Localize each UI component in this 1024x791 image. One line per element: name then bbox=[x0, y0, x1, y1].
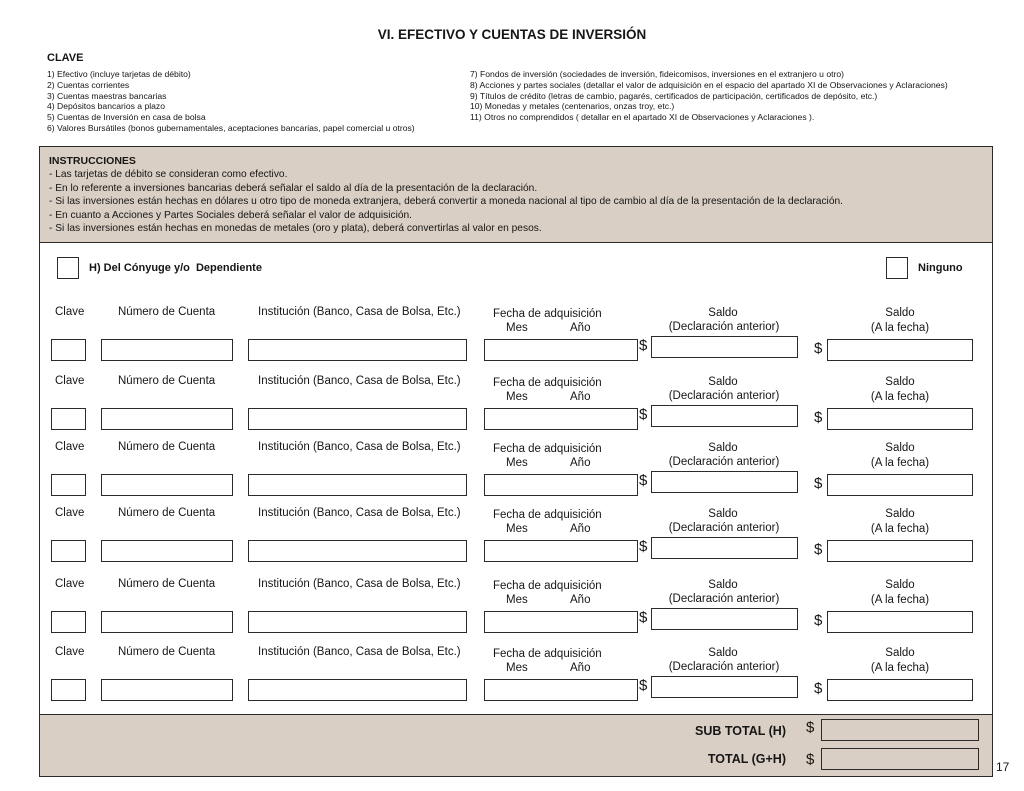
month-label: Mes bbox=[506, 322, 528, 334]
institution-input[interactable] bbox=[248, 339, 467, 361]
total-input[interactable] bbox=[821, 748, 979, 770]
current-balance-input[interactable] bbox=[827, 540, 973, 562]
acquisition-date-input[interactable] bbox=[484, 408, 638, 430]
previous-balance-currency: $ bbox=[639, 406, 648, 423]
clave-input[interactable] bbox=[51, 679, 86, 701]
current-balance-currency: $ bbox=[814, 475, 823, 492]
month-label: Mes bbox=[506, 523, 528, 535]
year-label: Año bbox=[570, 457, 591, 469]
account-number-input[interactable] bbox=[101, 339, 233, 361]
clave-input[interactable] bbox=[51, 474, 86, 496]
account-number-input[interactable] bbox=[101, 679, 233, 701]
clave-label: Clave bbox=[55, 441, 85, 453]
clave-label: Clave bbox=[55, 646, 85, 658]
clave-item: 8) Acciones y partes sociales (detallar el valor de adquisición en el espacio del apartado XI de Observaciones y Aclaraciones) bbox=[470, 79, 948, 90]
month-label: Mes bbox=[506, 594, 528, 606]
page-number: 17 bbox=[996, 760, 1010, 774]
previous-balance-label: Saldo bbox=[708, 442, 738, 454]
previous-balance-label: Saldo bbox=[708, 579, 738, 591]
account-number-label: Número de Cuenta bbox=[118, 375, 216, 387]
account-number-input[interactable] bbox=[101, 474, 233, 496]
acquisition-date-label: Fecha de adquisición bbox=[493, 308, 602, 320]
previous-balance-label: Saldo bbox=[708, 307, 738, 319]
previous-balance-input[interactable] bbox=[651, 471, 798, 493]
current-balance-currency: $ bbox=[814, 409, 823, 426]
acquisition-date-input[interactable] bbox=[484, 339, 638, 361]
current-balance-input[interactable] bbox=[827, 339, 973, 361]
to-date-label: (A la fecha) bbox=[870, 457, 930, 469]
previous-declaration-label: (Declaración anterior) bbox=[668, 390, 780, 402]
clave-label: Clave bbox=[55, 507, 85, 519]
previous-balance-currency: $ bbox=[639, 337, 648, 354]
clave-item: 3) Cuentas maestras bancarias bbox=[47, 90, 167, 101]
account-number-label: Número de Cuenta bbox=[118, 306, 216, 318]
conyuge-dependiente-checkbox[interactable] bbox=[57, 257, 79, 279]
instruction-line: - En cuanto a Acciones y Partes Sociales deberá señalar el valor de adquisición. bbox=[49, 209, 412, 221]
account-number-label: Número de Cuenta bbox=[118, 646, 216, 658]
instruction-line: - En lo referente a inversiones bancarias deberá señalar el saldo al día de la presentación de la declaración. bbox=[49, 182, 538, 194]
clave-input[interactable] bbox=[51, 611, 86, 633]
investment-entry bbox=[0, 373, 1024, 433]
previous-balance-currency: $ bbox=[639, 538, 648, 555]
acquisition-date-label: Fecha de adquisición bbox=[493, 377, 602, 389]
clave-item: 9) Títulos de crédito (letras de cambio, pagarés, certificados de participación, certificados de depósito, etc.) bbox=[470, 90, 878, 101]
current-balance-label: Saldo bbox=[885, 442, 915, 454]
total-label: TOTAL (G+H) bbox=[707, 752, 786, 766]
previous-balance-input[interactable] bbox=[651, 336, 798, 358]
instruction-line: - Las tarjetas de débito se consideran como efectivo. bbox=[49, 169, 288, 181]
previous-balance-label: Saldo bbox=[708, 508, 738, 520]
year-label: Año bbox=[570, 322, 591, 334]
institution-label: Institución (Banco, Casa de Bolsa, Etc.) bbox=[258, 441, 461, 453]
previous-declaration-label: (Declaración anterior) bbox=[668, 321, 780, 333]
institution-input[interactable] bbox=[248, 679, 467, 701]
previous-declaration-label: (Declaración anterior) bbox=[668, 593, 780, 605]
previous-balance-currency: $ bbox=[639, 609, 648, 626]
clave-label: Clave bbox=[55, 578, 85, 590]
clave-list-left bbox=[47, 69, 415, 134]
acquisition-date-label: Fecha de adquisición bbox=[493, 509, 602, 521]
subtotal-currency: $ bbox=[806, 719, 815, 736]
year-label: Año bbox=[570, 523, 591, 535]
to-date-label: (A la fecha) bbox=[870, 391, 930, 403]
to-date-label: (A la fecha) bbox=[870, 594, 930, 606]
month-label: Mes bbox=[506, 662, 528, 674]
year-label: Año bbox=[570, 391, 591, 403]
current-balance-label: Saldo bbox=[885, 647, 915, 659]
subtotal-label: SUB TOTAL (H) bbox=[695, 724, 786, 738]
acquisition-date-input[interactable] bbox=[484, 540, 638, 562]
ninguno-label: Ninguno bbox=[918, 262, 963, 274]
acquisition-date-input[interactable] bbox=[484, 679, 638, 701]
investment-entry bbox=[0, 439, 1024, 499]
to-date-label: (A la fecha) bbox=[870, 523, 930, 535]
clave-list-right bbox=[470, 69, 948, 123]
clave-item: 2) Cuentas corrientes bbox=[47, 79, 130, 90]
account-number-input[interactable] bbox=[101, 540, 233, 562]
clave-item: 10) Monedas y metales (centenarios, onzas troy, etc.) bbox=[470, 101, 675, 112]
institution-input[interactable] bbox=[248, 408, 467, 430]
instructions bbox=[49, 155, 843, 235]
previous-balance-input[interactable] bbox=[651, 405, 798, 427]
current-balance-label: Saldo bbox=[885, 579, 915, 591]
clave-item: 11) Otros no comprendidos ( detallar en el apartado XI de Observaciones y Aclaraciones ). bbox=[470, 112, 815, 123]
investment-entry bbox=[0, 304, 1024, 364]
acquisition-date-input[interactable] bbox=[484, 474, 638, 496]
account-number-input[interactable] bbox=[101, 611, 233, 633]
ninguno-checkbox[interactable] bbox=[886, 257, 908, 279]
institution-label: Institución (Banco, Casa de Bolsa, Etc.) bbox=[258, 507, 461, 519]
clave-heading: CLAVE bbox=[47, 52, 84, 64]
section-title: VI. EFECTIVO Y CUENTAS DE INVERSIÓN bbox=[377, 27, 647, 42]
clave-input[interactable] bbox=[51, 339, 86, 361]
previous-balance-input[interactable] bbox=[651, 676, 798, 698]
previous-balance-input[interactable] bbox=[651, 537, 798, 559]
instructions-heading: INSTRUCCIONES bbox=[49, 155, 136, 167]
current-balance-input[interactable] bbox=[827, 408, 973, 430]
current-balance-input[interactable] bbox=[827, 679, 973, 701]
instruction-line: - Si las inversiones están hechas en dólares u otro tipo de moneda extranjera, deberá convertir a moneda nacional al tipo de cambio al día de la presentación de la declaración. bbox=[49, 196, 843, 208]
previous-balance-currency: $ bbox=[639, 472, 648, 489]
account-number-input[interactable] bbox=[101, 408, 233, 430]
previous-balance-input[interactable] bbox=[651, 608, 798, 630]
clave-label: Clave bbox=[55, 306, 85, 318]
institution-input[interactable] bbox=[248, 611, 467, 633]
previous-balance-label: Saldo bbox=[708, 647, 738, 659]
current-balance-currency: $ bbox=[814, 541, 823, 558]
previous-balance-currency: $ bbox=[639, 677, 648, 694]
clave-input[interactable] bbox=[51, 408, 86, 430]
current-balance-label: Saldo bbox=[885, 376, 915, 388]
month-label: Mes bbox=[506, 457, 528, 469]
current-balance-currency: $ bbox=[814, 612, 823, 629]
institution-input[interactable] bbox=[248, 474, 467, 496]
clave-input[interactable] bbox=[51, 540, 86, 562]
to-date-label: (A la fecha) bbox=[870, 662, 930, 674]
instruction-line: - Si las inversiones están hechas en monedas de metales (oro y plata), deberá convertirlas al valor en pesos. bbox=[49, 223, 542, 235]
clave-item: 6) Valores Bursátiles (bonos gubernamentales, aceptaciones bancarias, papel comercial u otros) bbox=[47, 122, 415, 133]
subtotal-input[interactable] bbox=[821, 719, 979, 741]
current-balance-currency: $ bbox=[814, 680, 823, 697]
account-number-label: Número de Cuenta bbox=[118, 507, 216, 519]
investment-entry bbox=[0, 644, 1024, 704]
institution-label: Institución (Banco, Casa de Bolsa, Etc.) bbox=[258, 646, 461, 658]
institution-label: Institución (Banco, Casa de Bolsa, Etc.) bbox=[258, 375, 461, 387]
year-label: Año bbox=[570, 594, 591, 606]
previous-balance-label: Saldo bbox=[708, 376, 738, 388]
clave-item: 7) Fondos de inversión (sociedades de inversión, fideicomisos, inversiones en el extranjero u otro) bbox=[470, 69, 845, 79]
institution-label: Institución (Banco, Casa de Bolsa, Etc.) bbox=[258, 578, 461, 590]
institution-label: Institución (Banco, Casa de Bolsa, Etc.) bbox=[258, 306, 461, 318]
previous-declaration-label: (Declaración anterior) bbox=[668, 661, 780, 673]
acquisition-date-label: Fecha de adquisición bbox=[493, 648, 602, 660]
previous-declaration-label: (Declaración anterior) bbox=[668, 522, 780, 534]
acquisition-date-label: Fecha de adquisición bbox=[493, 443, 602, 455]
acquisition-date-label: Fecha de adquisición bbox=[493, 580, 602, 592]
to-date-label: (A la fecha) bbox=[870, 322, 930, 334]
institution-input[interactable] bbox=[248, 540, 467, 562]
year-label: Año bbox=[570, 662, 591, 674]
account-number-label: Número de Cuenta bbox=[118, 578, 216, 590]
clave-item: 4) Depósitos bancarios a plazo bbox=[47, 101, 165, 112]
clave-label: Clave bbox=[55, 375, 85, 387]
conyuge-dependiente-label: H) Del Cónyuge y/o Dependiente bbox=[89, 262, 262, 274]
investment-entry bbox=[0, 576, 1024, 636]
clave-item: 1) Efectivo (incluye tarjetas de débito) bbox=[47, 69, 191, 79]
total-currency: $ bbox=[806, 751, 815, 768]
acquisition-date-input[interactable] bbox=[484, 611, 638, 633]
account-number-label: Número de Cuenta bbox=[118, 441, 216, 453]
month-label: Mes bbox=[506, 391, 528, 403]
current-balance-label: Saldo bbox=[885, 307, 915, 319]
previous-declaration-label: (Declaración anterior) bbox=[668, 456, 780, 468]
current-balance-currency: $ bbox=[814, 340, 823, 357]
current-balance-label: Saldo bbox=[885, 508, 915, 520]
clave-item: 5) Cuentas de Inversión en casa de bolsa bbox=[47, 112, 206, 123]
investment-entry bbox=[0, 505, 1024, 565]
current-balance-input[interactable] bbox=[827, 474, 973, 496]
current-balance-input[interactable] bbox=[827, 611, 973, 633]
